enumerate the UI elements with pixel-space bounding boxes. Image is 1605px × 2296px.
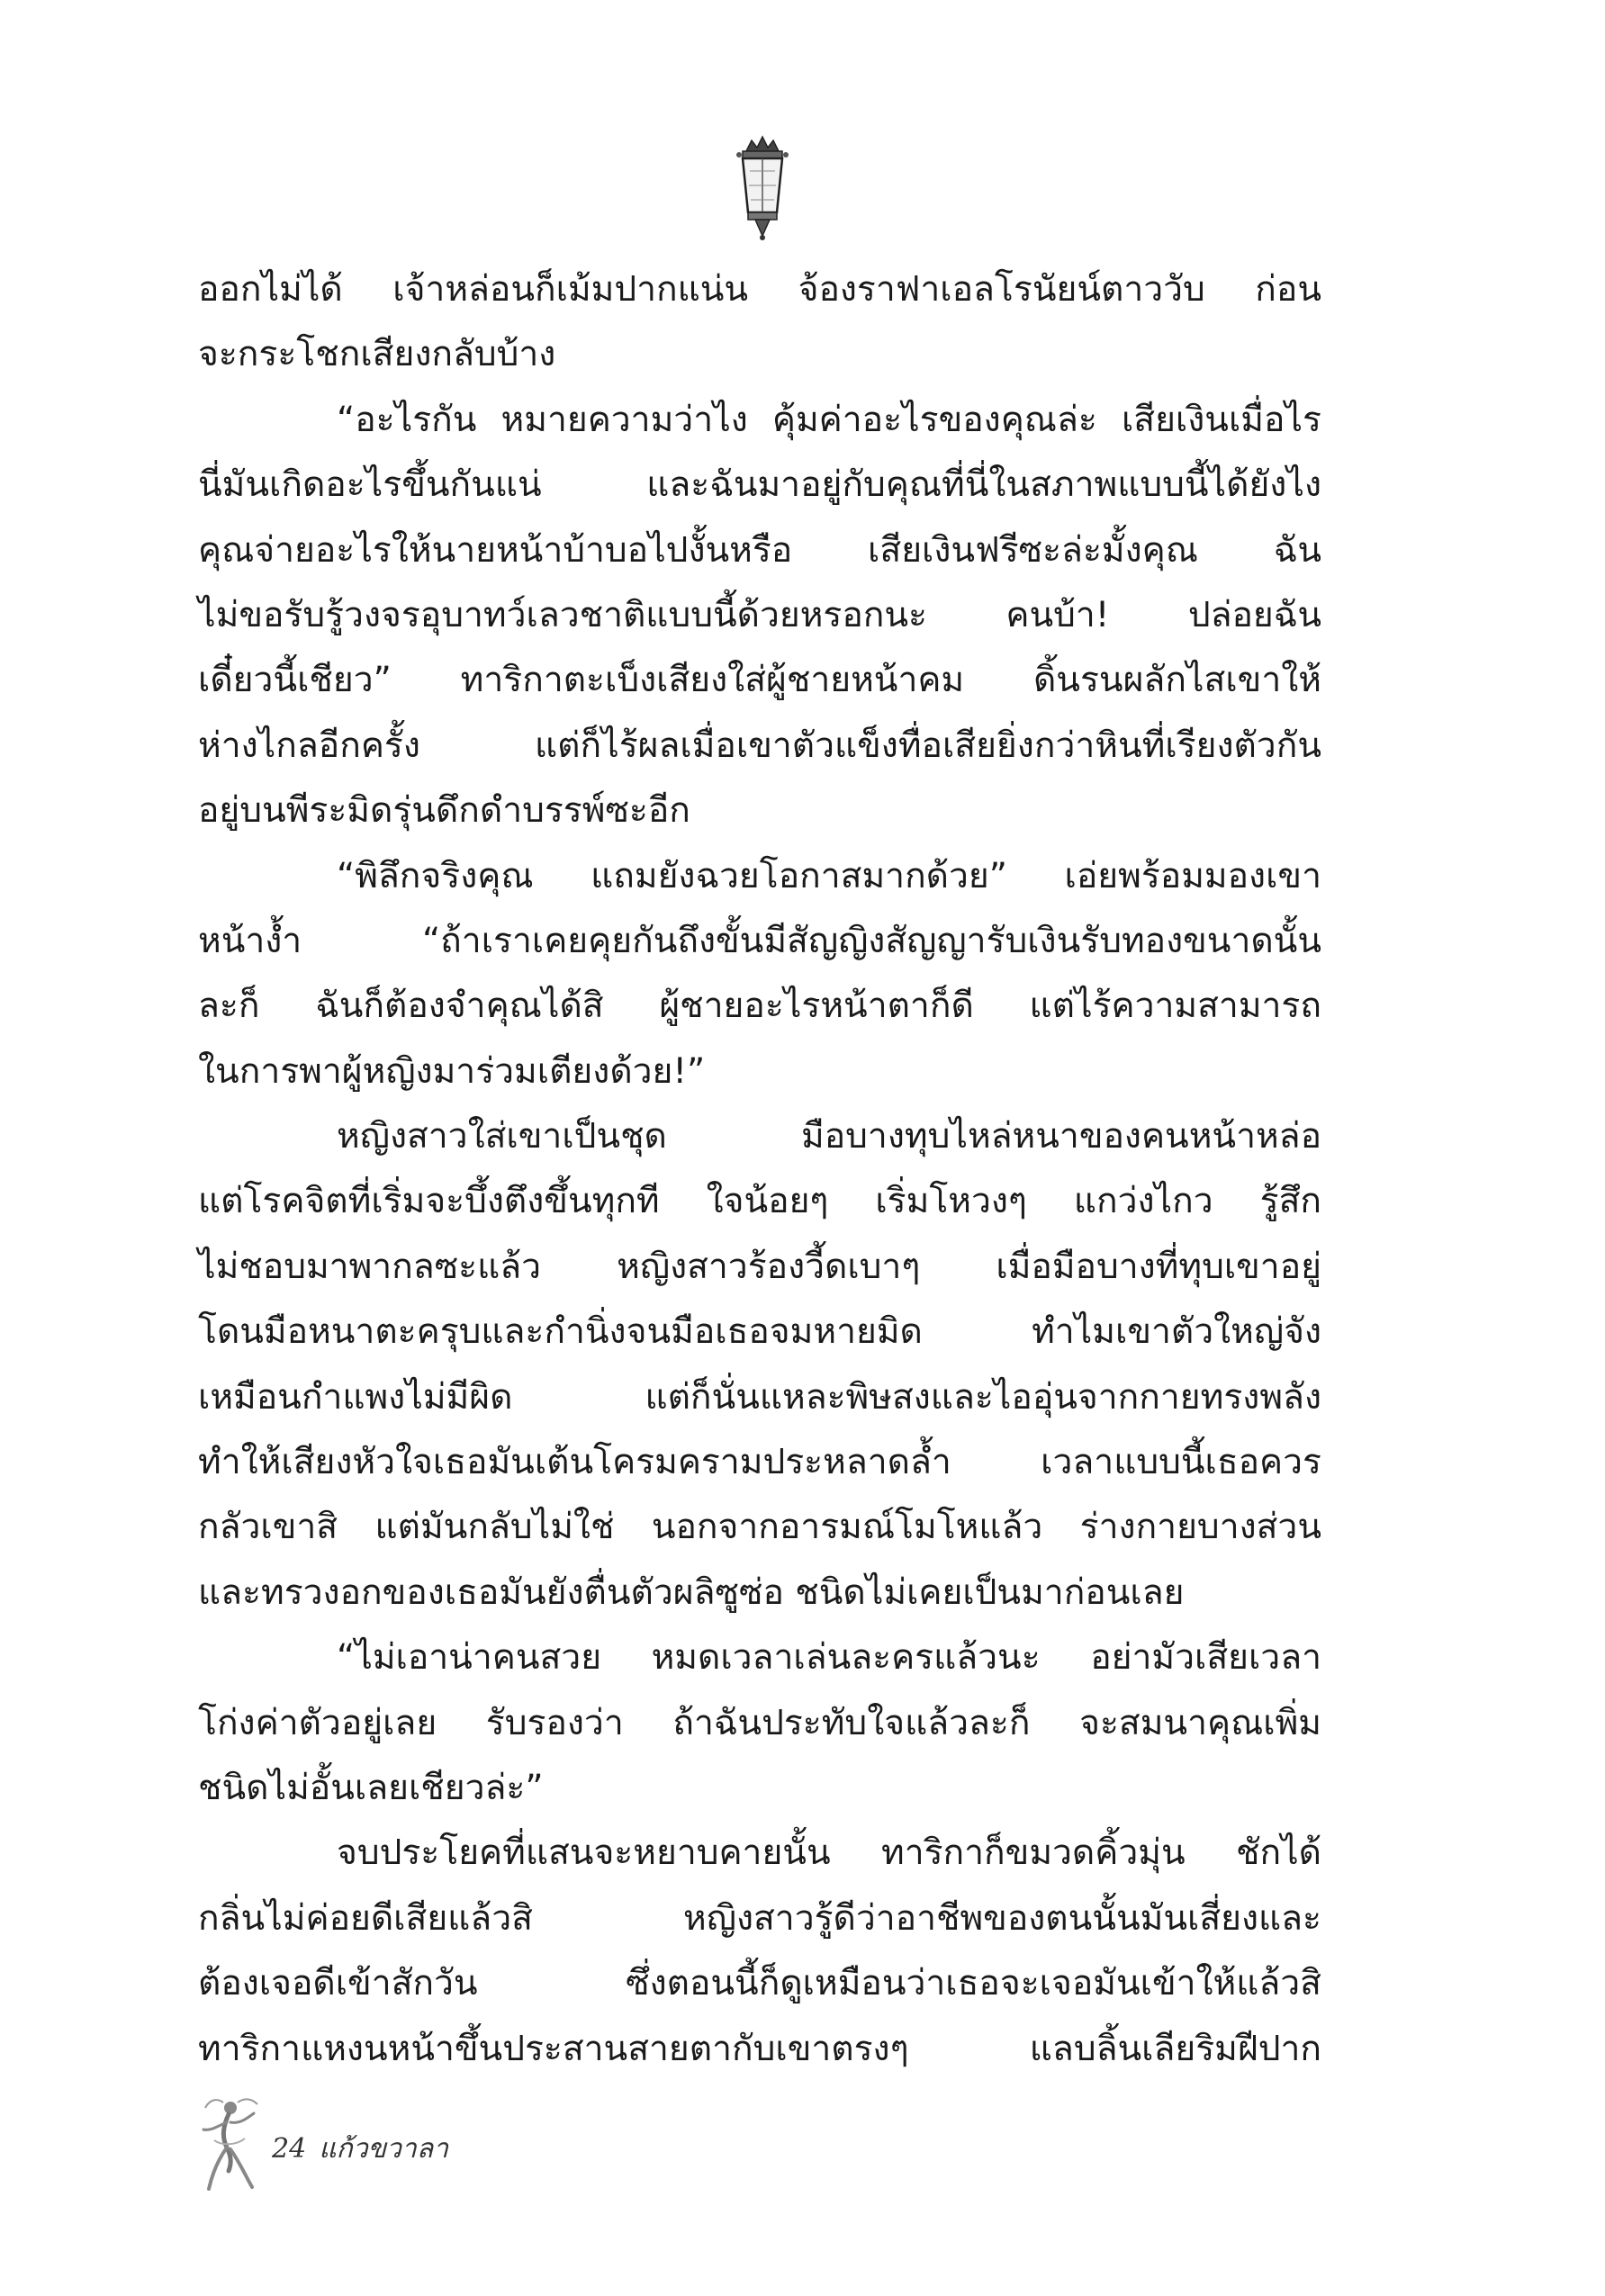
- text-line: เหมือนกำแพงไม่มีผิด แต่ก็นั่นแหละพิษสงและไออุ่นจากกายทรงพลัง: [198, 1376, 1321, 1418]
- text-line: ห่างไกลอีกครั้ง แต่ก็ไร้ผลเมื่อเขาตัวแข็งทื่อเสียยิ่งกว่าหินที่เรียงตัวกัน: [198, 725, 1321, 766]
- text-line: กลิ่นไม่ค่อยดีเสียแล้วสิ หญิงสาวรู้ดีว่าอาชีพของตนนั้นมันเสี่ยงและ: [198, 1897, 1321, 1939]
- page-number: 24: [272, 2133, 307, 2165]
- text-line: “อะไรกัน หมายความว่าไง คุ้มค่าอะไรของคุณล่ะ เสียเงินเมื่อไร: [337, 399, 1321, 440]
- book-title: แก้วขวาลา: [319, 2133, 448, 2165]
- text-line: แต่โรคจิตที่เริ่มจะบึ้งตึงขึ้นทุกที ใจน้อยๆ เริ่มโหวงๆ แกว่งไกว รู้สึก: [198, 1181, 1321, 1222]
- text-line: คุณจ่ายอะไรให้นายหน้าบ้าบอไปงั้นหรือ เสียเงินฟรีซะล่ะมั้งคุณ ฉัน: [198, 529, 1321, 571]
- text-line: หญิงสาวใส่เขาเป็นชุด มือบางทุบไหล่หนาของคนหน้าหล่อ: [337, 1116, 1321, 1157]
- text-line: ไม่ขอรับรู้วงจรอุบาทว์เลวชาติแบบนี้ด้วยหรอกนะ คนบ้า! ปล่อยฉัน: [198, 594, 1321, 635]
- text-line: จะกระโชกเสียงกลับบ้าง: [198, 334, 556, 375]
- body-text: [198, 257, 1321, 2082]
- text-line: หน้างํ้า “ถ้าเราเคยคุยกันถึงขั้นมีสัญญิงสัญญารับเงินรับทองขนาดนั้น: [198, 920, 1321, 961]
- text-line: โก่งค่าตัวอยู่เลย รับรองว่า ถ้าฉันประทับใจแล้วละก็ จะสมนาคุณเพิ่ม: [198, 1702, 1321, 1743]
- text-line: นี่มันเกิดอะไรขึ้นกันแน่ และฉันมาอยู่กับคุณที่นี่ในสภาพแบบนี้ได้ยังไง: [198, 464, 1321, 506]
- page-footer: [196, 2095, 556, 2194]
- text-line: เดี๋ยวนี้เชียว” ทาริกาตะเบ็งเสียงใส่ผู้ชายหน้าคม ดิ้นรนผลักไสเขาให้: [198, 660, 1321, 701]
- text-line: “ไม่เอาน่าคนสวย หมดเวลาเล่นละครแล้วนะ อย่ามัวเสียเวลา: [337, 1637, 1321, 1679]
- text-line: ออกไม่ได้ เจ้าหล่อนก็เม้มปากแน่น จ้องราฟาเอลโรนัยน์ตาววับ ก่อน: [198, 269, 1321, 310]
- text-line: โดนมือหนาตะครุบและกำนิ่งจนมือเธอจมหายมิด ทำไมเขาตัวใหญ่จัง: [198, 1311, 1321, 1353]
- text-line: ต้องเจอดีเข้าสักวัน ซึ่งตอนนี้ก็ดูเหมือนว่าเธอจะเจอมันเข้าให้แล้วสิ: [198, 1963, 1321, 2004]
- text-line: ไม่ชอบมาพากลซะแล้ว หญิงสาวร้องวี้ดเบาๆ เมื่อมือบางที่ทุบเขาอยู่: [198, 1246, 1321, 1287]
- text-line: ชนิดไม่อั้นเลยเชียวล่ะ”: [198, 1767, 544, 1808]
- text-line: ในการพาผู้หญิงมาร่วมเตียงด้วย!”: [198, 1050, 706, 1092]
- text-line: จบประโยคที่แสนจะหยาบคายนั้น ทาริกาก็ขมวดคิ้วมุ่น ชักได้: [337, 1832, 1321, 1874]
- text-line: ละก็ ฉันก็ต้องจำคุณได้สิ ผู้ชายอะไรหน้าตาก็ดี แต่ไร้ความสามารถ: [198, 986, 1321, 1027]
- dancer-figure-icon: [196, 2095, 266, 2194]
- text-line: ทำให้เสียงหัวใจเธอมันเต้นโครมครามประหลาดลํ้า เวลาแบบนี้เธอควร: [198, 1442, 1321, 1483]
- folio: [272, 2128, 461, 2170]
- text-line: ทาริกาแหงนหน้าขึ้นประสานสายตากับเขาตรงๆ แลบลิ้นเลียริมฝีปาก: [198, 2028, 1321, 2069]
- text-line: “พิลึกจริงคุณ แถมยังฉวยโอกาสมากด้วย” เอ่ยพร้อมมองเขา: [337, 855, 1321, 896]
- text-line: กลัวเขาสิ แต่มันกลับไม่ใช่ นอกจากอารมณ์โมโหแล้ว ร่างกายบางส่วน: [198, 1507, 1321, 1548]
- text-line: อยู่บนพีระมิดรุ่นดึกดำบรรพ์ซะอีก: [198, 790, 690, 832]
- lantern-ornament-icon: [730, 135, 795, 243]
- text-line: และทรวงอกของเธอมันยังตื่นตัวผลิซูซ่อ ชนิดไม่เคยเป็นมาก่อนเลย: [198, 1571, 1185, 1613]
